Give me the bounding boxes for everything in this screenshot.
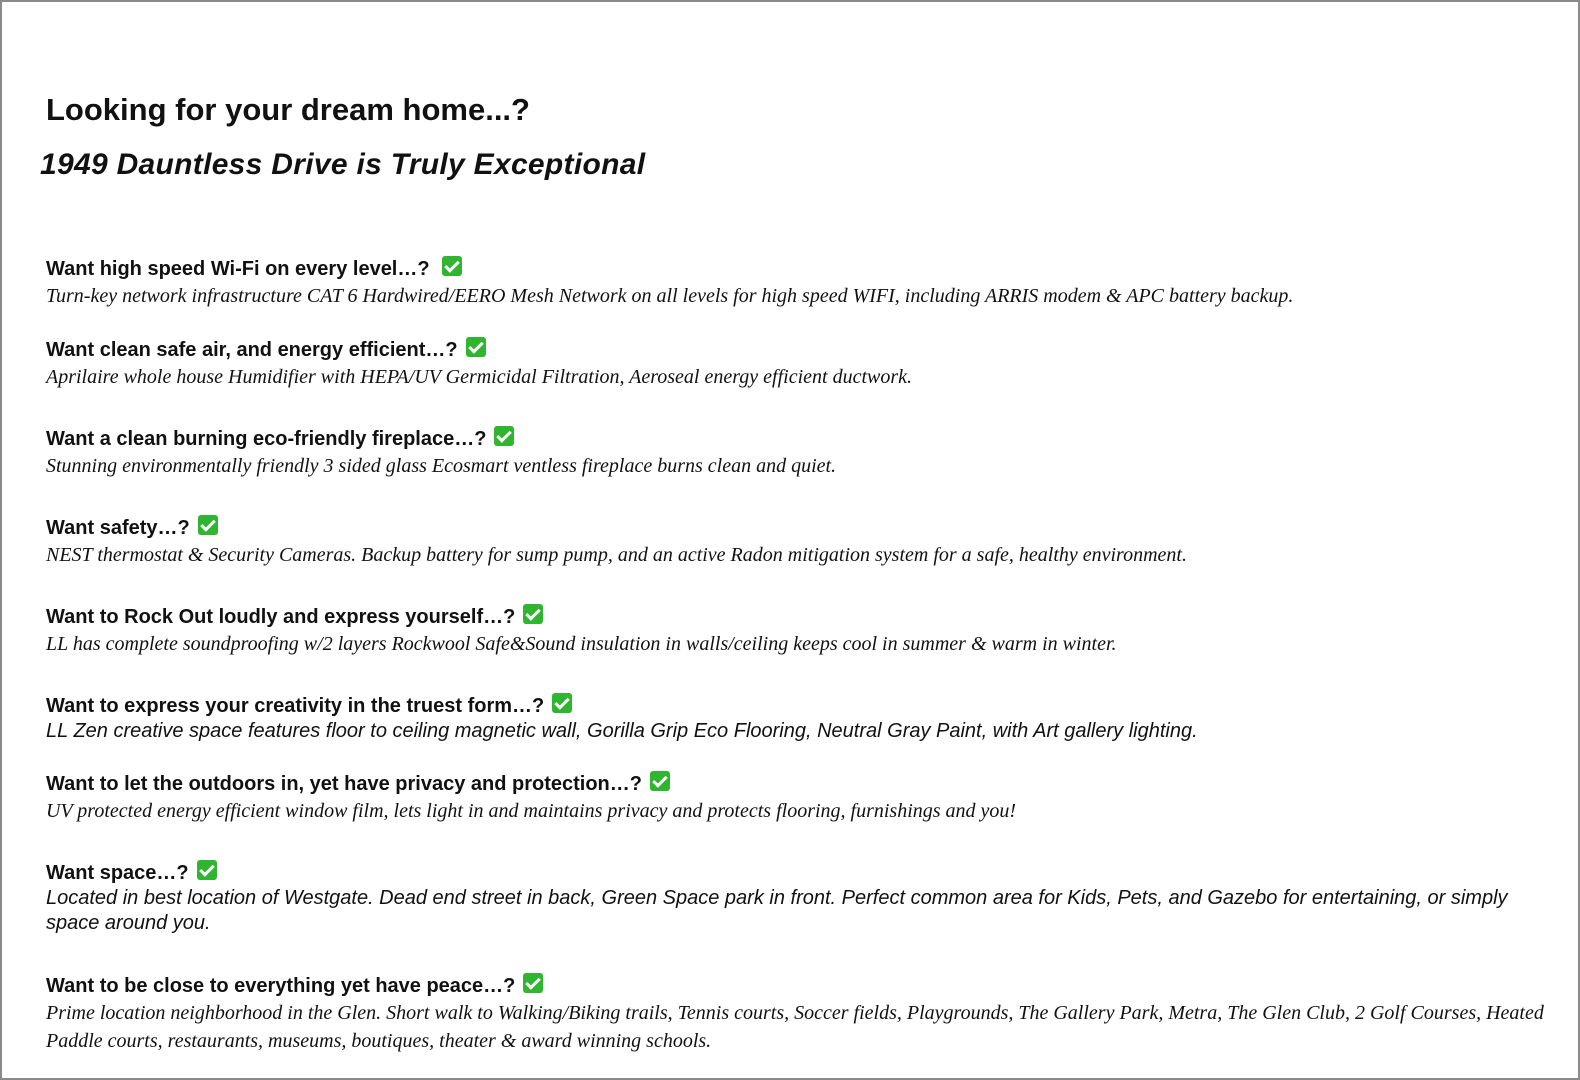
feature-location [46,973,1546,1055]
check-mark-icon [442,256,462,276]
feature-description: Located in best location of Westgate. Dead end street in back, Green Space park in front. Perfect common area for Kids, Pets, and Gazebo for entertaining, or simply space around you. [46,887,1508,934]
feature-description: Aprilaire whole house Humidifier with HEPA/UV Germicidal Filtration, Aeroseal energy efficient ductwork. [46,366,913,388]
check-mark-icon [198,515,218,535]
check-mark-icon [650,771,670,791]
feature-question: Want space…? [46,862,189,884]
check-mark-icon [494,426,514,446]
feature-window-film [46,771,1546,825]
check-mark-icon [523,604,543,624]
feature-soundproofing [46,604,1546,658]
feature-question: Want high speed Wi-Fi on every level…? [46,258,430,280]
check-mark-icon [552,693,572,713]
feature-question: Want to be close to everything yet have peace…? [46,975,516,997]
feature-question: Want to Rock Out loudly and express yourself…? [46,606,516,628]
feature-fireplace [46,426,1546,480]
feature-description: Prime location neighborhood in the Glen. Short walk to Walking/Biking trails, Tennis courts, Soccer fields, Playgrounds, The Gallery Park, Metra, The Glen Club, 2 Golf Courses, Heated Paddle courts, restaurants, museums, boutiques, theater & award winning schools. [46,1002,1544,1052]
feature-description: NEST thermostat & Security Cameras. Backup battery for sump pump, and an active Radon mitigation system for a safe, healthy environment. [46,544,1187,566]
check-mark-icon [523,973,543,993]
page-title: Looking for your dream home...? [46,92,530,127]
feature-description: Turn-key network infrastructure CAT 6 Hardwired/EERO Mesh Network on all levels for high speed WIFI, including ARRIS modem & APC battery backup. [46,285,1294,307]
feature-space [46,860,1546,936]
feature-description: Stunning environmentally friendly 3 sided glass Ecosmart ventless fireplace burns clean and quiet. [46,455,837,477]
feature-description: UV protected energy efficient window film, lets light in and maintains privacy and protects flooring, furnishings and you! [46,800,1017,822]
check-mark-icon [197,860,217,880]
feature-description: LL Zen creative space features floor to ceiling magnetic wall, Gorilla Grip Eco Flooring, Neutral Gray Paint, with Art gallery lighting. [46,720,1198,742]
feature-question: Want to let the outdoors in, yet have privacy and protection…? [46,773,642,795]
feature-question: Want a clean burning eco-friendly fireplace…? [46,428,487,450]
feature-description: LL has complete soundproofing w/2 layers Rockwool Safe&Sound insulation in walls/ceiling keeps cool in summer & warm in winter. [46,633,1117,655]
check-mark-icon [466,337,486,357]
page-subtitle: 1949 Dauntless Drive is Truly Exceptional [40,148,646,181]
feature-wifi [46,256,1546,310]
feature-question: Want to express your creativity in the truest form…? [46,695,545,717]
feature-question: Want clean safe air, and energy efficient…? [46,339,458,361]
feature-safety [46,515,1546,569]
feature-question: Want safety…? [46,517,190,539]
feature-creative-space [46,693,1546,744]
feature-clean-air [46,337,1546,391]
